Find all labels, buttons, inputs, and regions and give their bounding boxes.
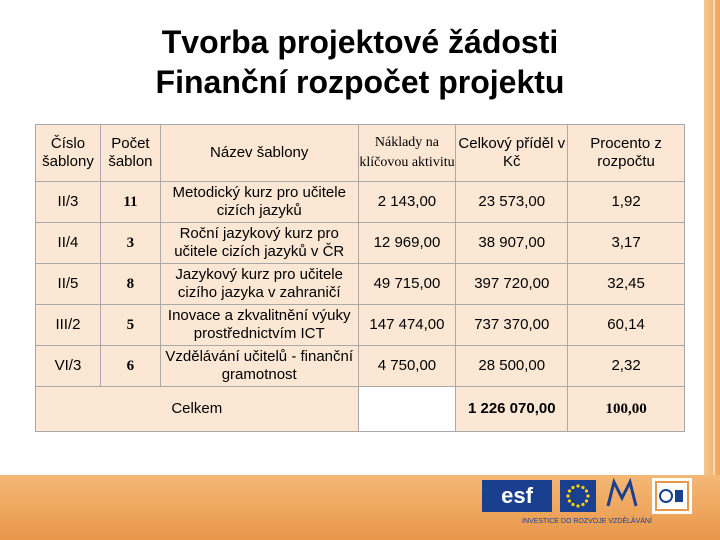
cell-naklady: 2 143,00 xyxy=(358,182,456,223)
cell-procento: 3,17 xyxy=(568,223,685,264)
cell-procento: 2,32 xyxy=(568,346,685,387)
cell-procento: 32,45 xyxy=(568,264,685,305)
total-label: Celkem xyxy=(36,387,359,432)
cell-nazev: Jazykový kurz pro učitele cizího jazyka v zahraničí xyxy=(160,264,358,305)
cell-pocet: 5 xyxy=(100,305,160,346)
slide-title xyxy=(60,22,660,102)
header-pridel: Celkový příděl v Kč xyxy=(456,125,568,182)
title-line-2: Finanční rozpočet projektu xyxy=(155,64,565,100)
header-pocet: Počet šablon xyxy=(100,125,160,182)
cell-naklady: 49 715,00 xyxy=(358,264,456,305)
table-row xyxy=(36,264,685,305)
cell-nazev: Inovace a zkvalitnění výuky prostřednictvím ICT xyxy=(160,305,358,346)
total-procento: 100,00 xyxy=(568,387,685,432)
total-naklady-empty xyxy=(358,387,456,432)
table-row xyxy=(36,182,685,223)
table-row xyxy=(36,223,685,264)
table-header-row xyxy=(36,125,685,182)
cell-pocet: 3 xyxy=(100,223,160,264)
cell-nazev: Roční jazykový kurz pro učitele cizích jazyků v ČR xyxy=(160,223,358,264)
eu-flag-logo xyxy=(560,480,596,512)
right-decorative-bar xyxy=(704,0,720,540)
total-pridel: 1 226 070,00 xyxy=(456,387,568,432)
footer-logos xyxy=(482,476,702,532)
cell-cislo: III/2 xyxy=(36,305,101,346)
header-procento: Procento z rozpočtu xyxy=(568,125,685,182)
cell-pridel: 38 907,00 xyxy=(456,223,568,264)
cell-pocet: 8 xyxy=(100,264,160,305)
right-bar-stripe xyxy=(713,0,715,540)
header-cislo: Číslo šablony xyxy=(36,125,101,182)
cell-cislo: II/5 xyxy=(36,264,101,305)
table-row xyxy=(36,305,685,346)
cell-naklady: 12 969,00 xyxy=(358,223,456,264)
msmt-logo xyxy=(602,476,642,512)
cell-pocet: 11 xyxy=(100,182,160,223)
cell-cislo: II/3 xyxy=(36,182,101,223)
cell-procento: 1,92 xyxy=(568,182,685,223)
cell-cislo: VI/3 xyxy=(36,346,101,387)
cell-pridel: 23 573,00 xyxy=(456,182,568,223)
table-row xyxy=(36,346,685,387)
op-logo xyxy=(652,478,692,514)
title-line-1: Tvorba projektové žádosti xyxy=(161,24,559,60)
cell-nazev: Vzdělávání učitelů - finanční gramotnost xyxy=(160,346,358,387)
esf-logo: esf xyxy=(482,480,552,512)
cell-naklady: 4 750,00 xyxy=(358,346,456,387)
budget-table xyxy=(35,124,685,432)
cell-nazev: Metodický kurz pro učitele cizích jazyků xyxy=(160,182,358,223)
table-total-row xyxy=(36,387,685,432)
footer-caption: INVESTICE DO ROZVOJE VZDĚLÁVÁNÍ xyxy=(522,518,652,525)
cell-procento: 60,14 xyxy=(568,305,685,346)
header-naklady: Náklady na klíčovou aktivitu xyxy=(358,125,456,182)
cell-cislo: II/4 xyxy=(36,223,101,264)
header-nazev: Název šablony xyxy=(160,125,358,182)
cell-pridel: 737 370,00 xyxy=(456,305,568,346)
cell-pridel: 397 720,00 xyxy=(456,264,568,305)
cell-naklady: 147 474,00 xyxy=(358,305,456,346)
cell-pocet: 6 xyxy=(100,346,160,387)
cell-pridel: 28 500,00 xyxy=(456,346,568,387)
